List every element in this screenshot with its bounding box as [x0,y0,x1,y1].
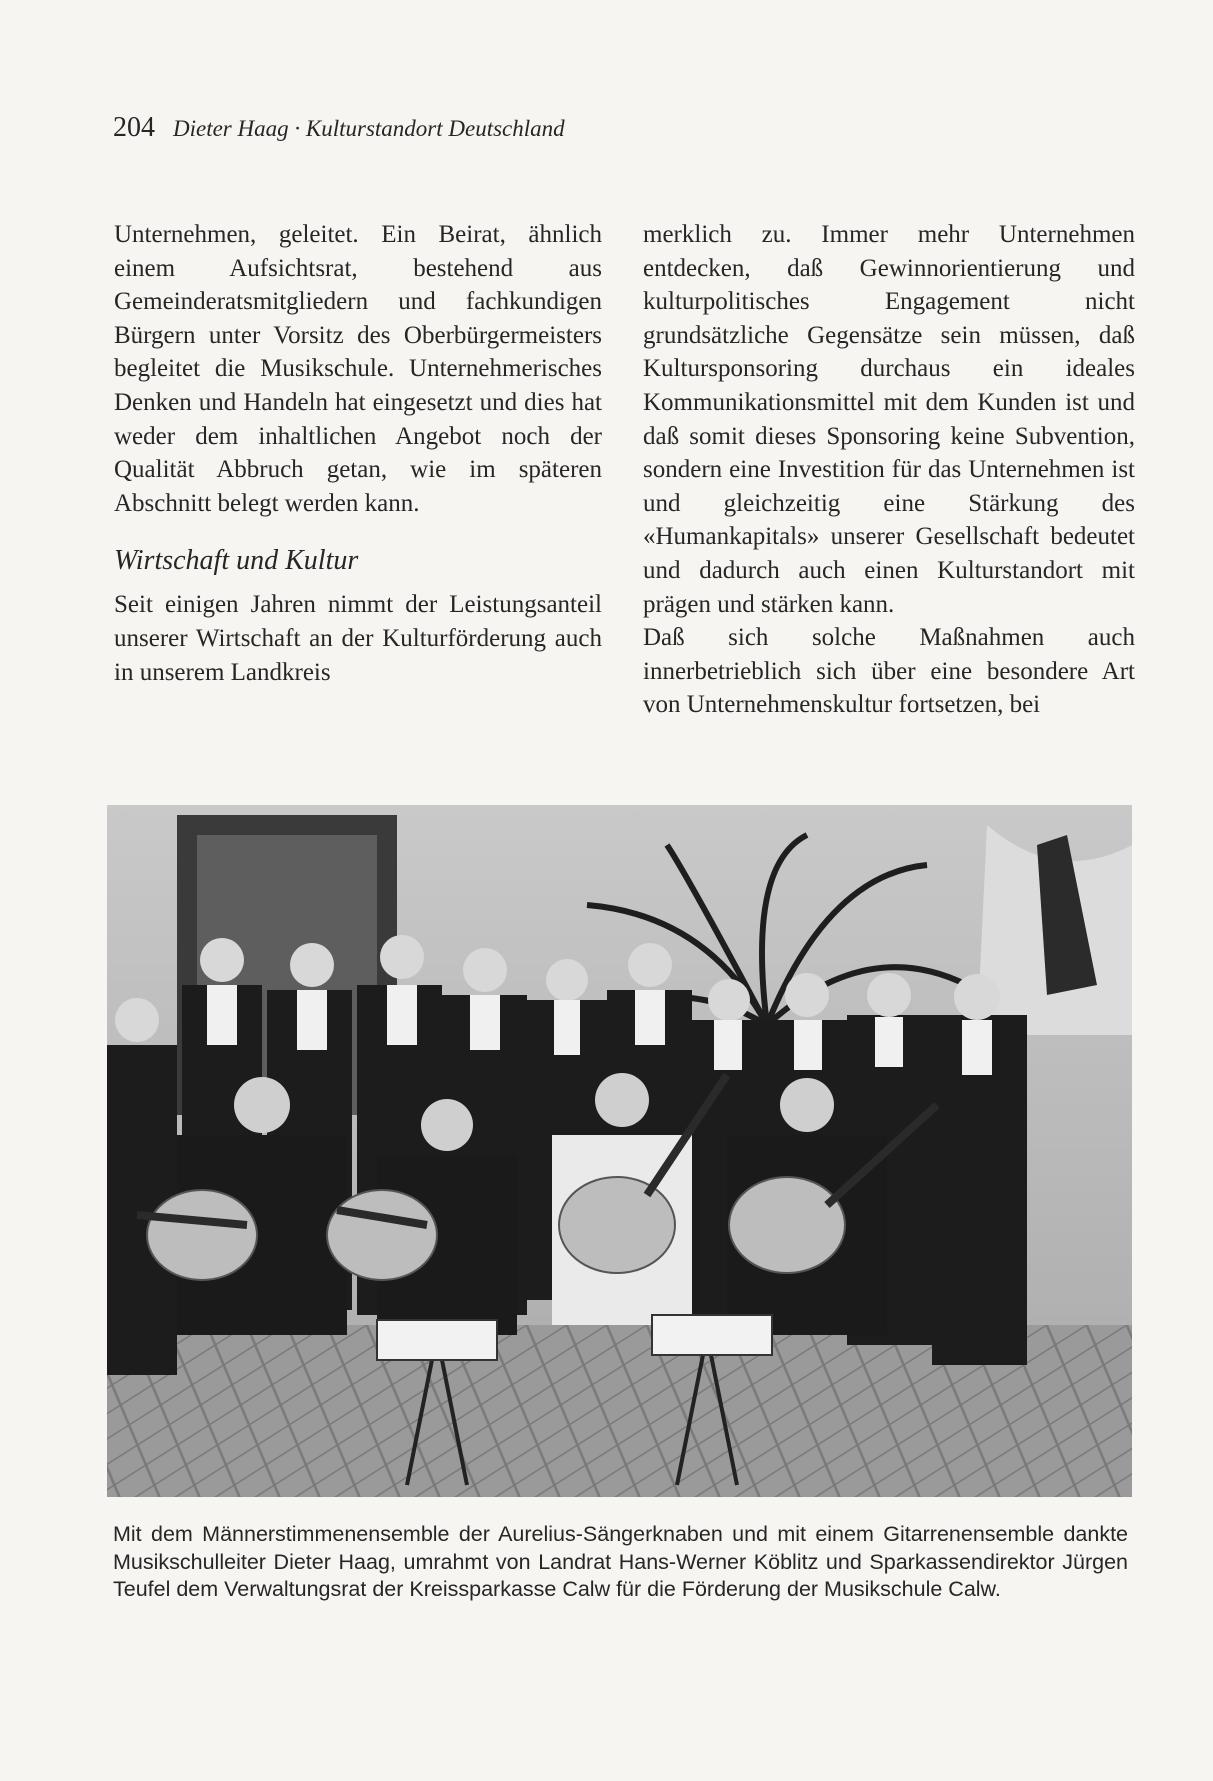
ensemble-photo-illustration [107,805,1132,1497]
right-paragraph-2: Daß sich solche Maßnahmen auch innerbetrieblich sich über eine besondere Art von Unternehmenskultur fortsetzen, bei [643,624,1135,719]
running-head [113,112,565,144]
section-heading: Wirtschaft und Kultur [114,545,359,577]
running-title: Dieter Haag · Kulturstandort Deutschland [173,116,565,141]
right-column [643,218,1135,722]
left-paragraph-2: Seit einigen Jahren nimmt der Leistungsanteil unserer Wirtschaft an der Kulturförderung auch in unserem Landkreis [114,591,602,686]
left-paragraph-1: Unternehmen, geleitet. Ein Beirat, ähnlich einem Aufsichtsrat, bestehend aus Gemeinderatsmitgliedern und fachkundigen Bürgern unter Vorsitz des Oberbürgermeisters begleitet die Musikschule. Unternehmerisches Denken und Handeln hat eingesetzt und dies hat weder dem inhaltlichen Angebot noch der Qualität Abbruch getan, wie im späteren Abschnitt belegt werden kann. [114,221,602,517]
left-column [114,218,602,689]
ensemble-photo [107,805,1132,1497]
right-paragraph-1: merklich zu. Immer mehr Unternehmen entdecken, daß Gewinnorientierung und kulturpolitisches Engagement nicht grundsätzliche Gegensätze sein müssen, daß Kultursponsoring durchaus ein ideales Kommunikationsmittel mit dem Kunden ist und daß somit dieses Sponsoring keine Subvention, sondern eine Investition für das Unternehmen ist und gleichzeitig eine Stärkung des «Humankapitals» unserer Gesellschaft bedeutet und dadurch auch einen Kulturstandort mit prägen und stärken kann. [643,221,1135,618]
page-number: 204 [113,112,155,143]
photo-caption: Mit dem Männerstimmenensemble der Aurelius-Sängerknaben und mit einem Gitarrenensemble dankte Musikschulleiter Dieter Haag, umrahmt von Landrat Hans-Werner Köblitz und Sparkassendirektor Jürgen Teufel dem Verwaltungsrat der Kreissparkasse Calw für die Förderung der Musikschule Calw. [113,1522,1128,1601]
